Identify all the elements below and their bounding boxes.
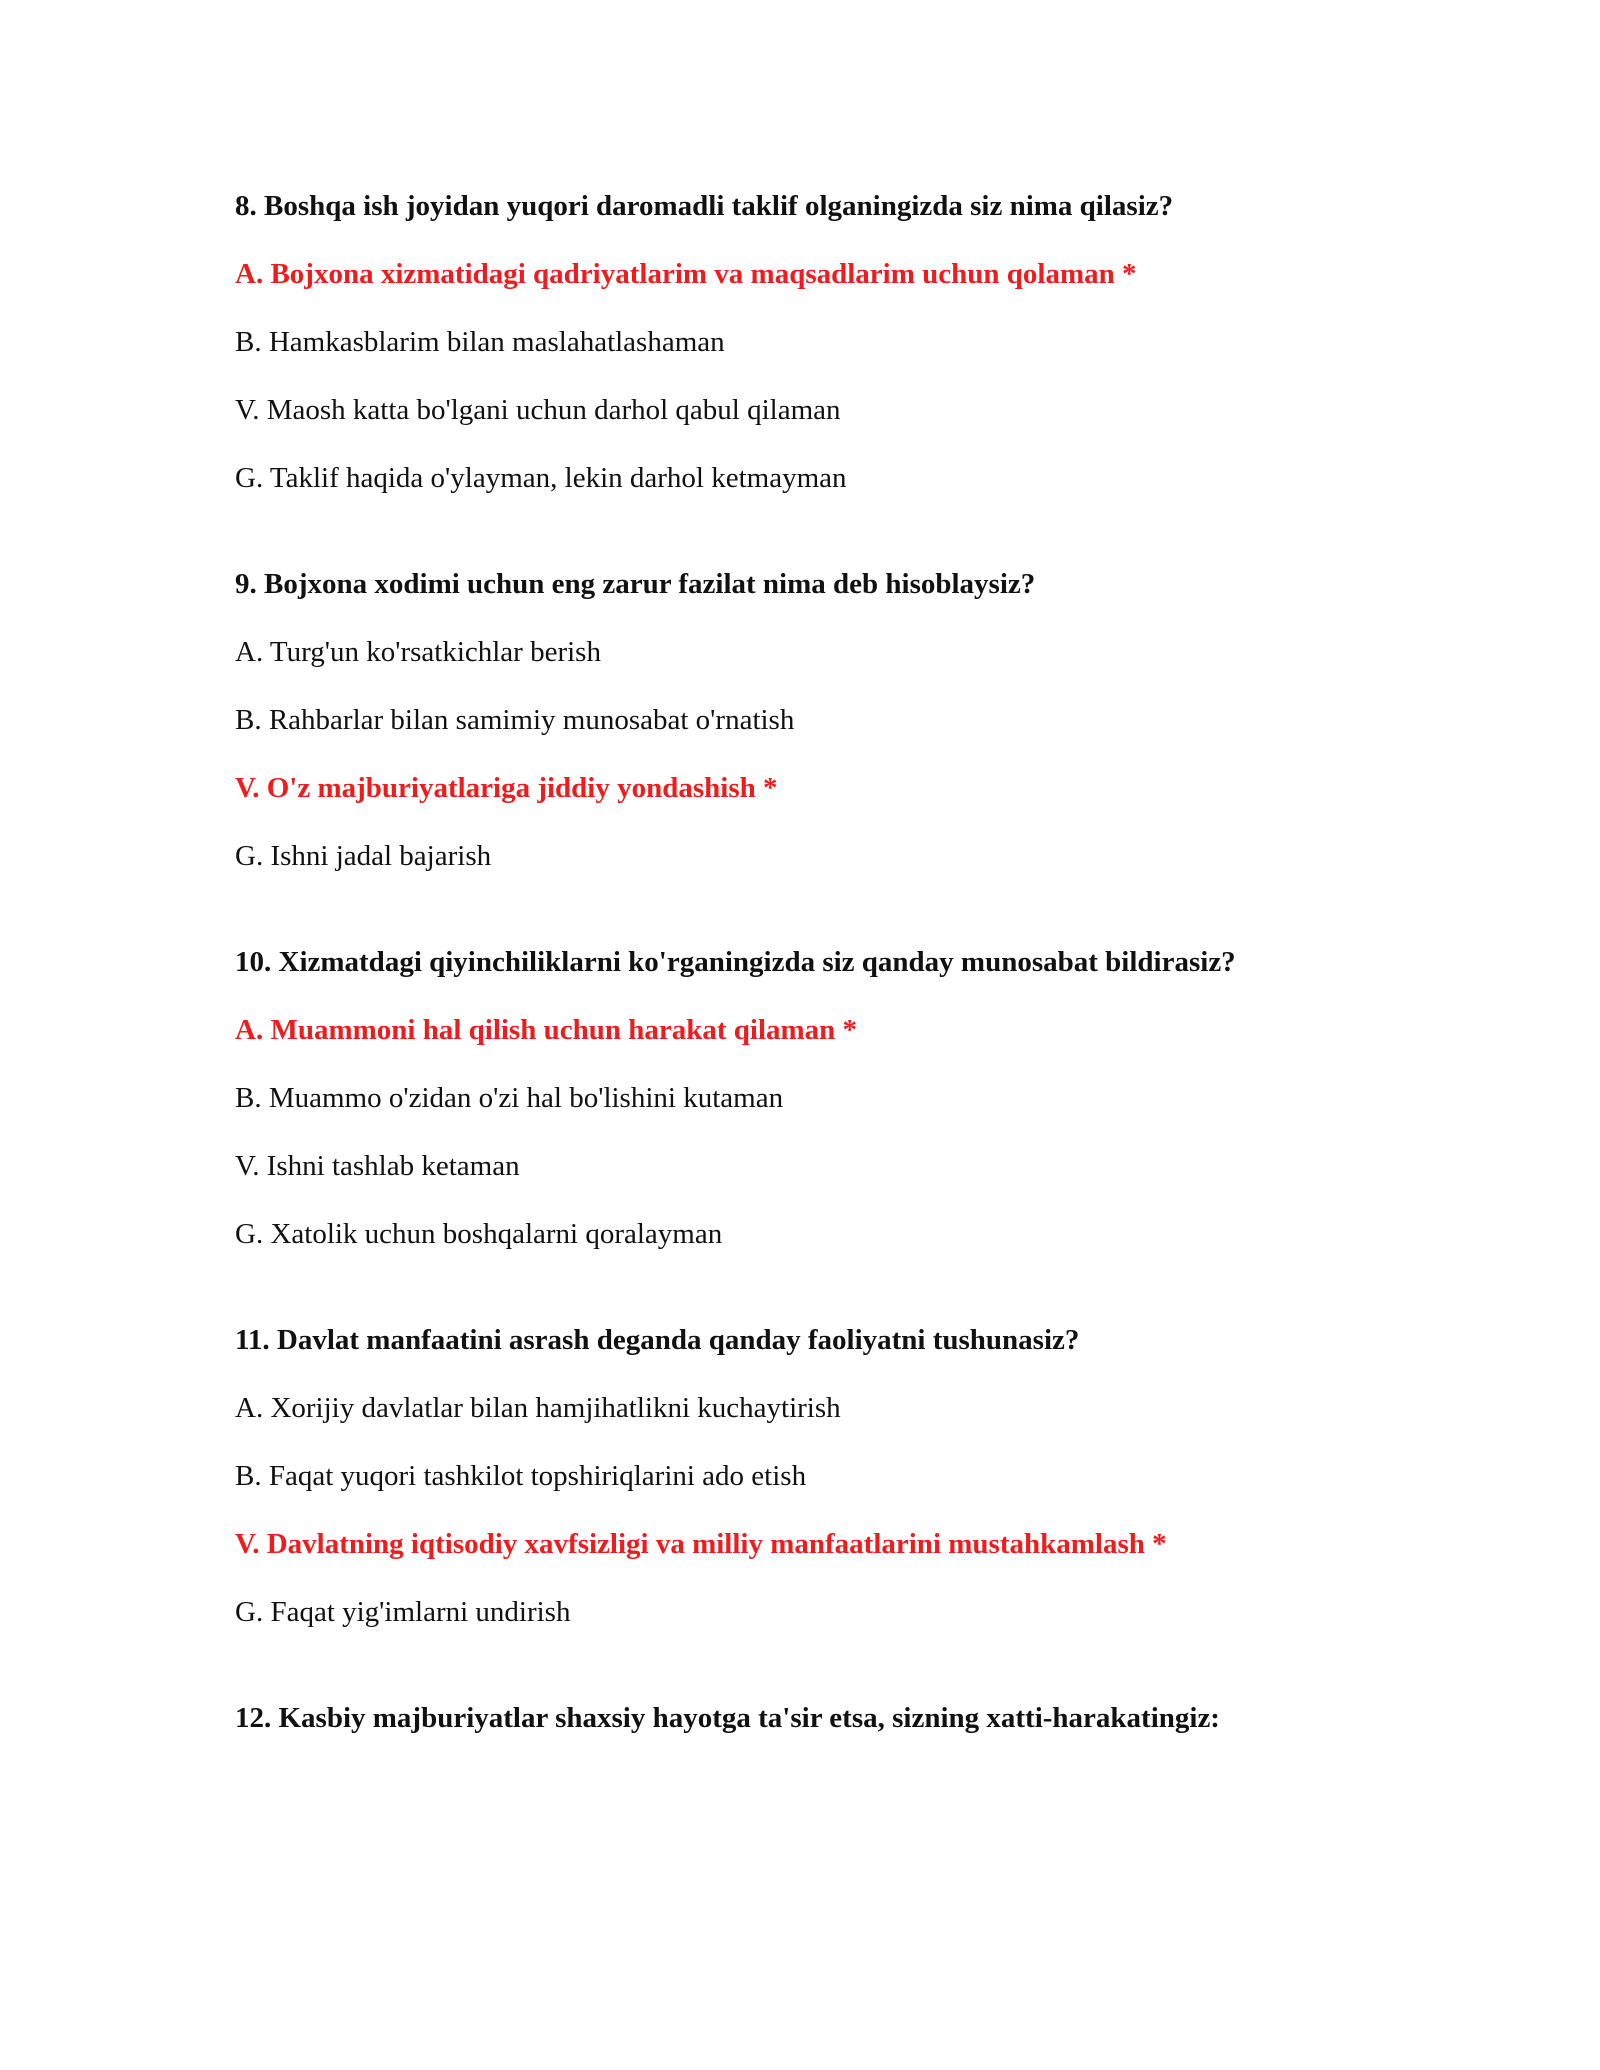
question-block-8 — [235, 186, 1415, 498]
answer-option-a: A. Muammoni hal qilish uchun harakat qilaman * — [235, 1014, 858, 1046]
question-block-11 — [235, 1320, 1415, 1632]
answer-option-b: B. Hamkasblarim bilan maslahatlashaman — [235, 326, 725, 358]
answer-option-a: A. Bojxona xizmatidagi qadriyatlarim va maqsadlarim uchun qolaman * — [235, 258, 1137, 290]
answer-option-g: G. Taklif haqida o'ylayman, lekin darhol ketmayman — [235, 462, 847, 494]
answer-option-a: A. Turg'un ko'rsatkichlar berish — [235, 636, 601, 668]
question-text: 10. Xizmatdagi qiyinchiliklarni ko'rganingizda siz qanday munosabat bildirasiz? — [235, 946, 1236, 978]
answer-option-v: V. O'z majburiyatlariga jiddiy yondashish * — [235, 772, 778, 804]
answer-option-v: V. Davlatning iqtisodiy xavfsizligi va milliy manfaatlarini mustahkamlash * — [235, 1528, 1167, 1560]
answer-option-v: V. Maosh katta bo'lgani uchun darhol qabul qilaman — [235, 394, 841, 426]
answer-option-b: B. Rahbarlar bilan samimiy munosabat o'rnatish — [235, 704, 795, 736]
question-text: 11. Davlat manfaatini asrash deganda qanday faoliyatni tushunasiz? — [235, 1324, 1080, 1356]
question-text: 8. Boshqa ish joyidan yuqori daromadli taklif olganingizda siz nima qilasiz? — [235, 190, 1174, 222]
question-block-12 — [235, 1698, 1415, 1738]
question-text: 9. Bojxona xodimi uchun eng zarur fazilat nima deb hisoblaysiz? — [235, 568, 1036, 600]
question-block-9 — [235, 564, 1415, 876]
answer-option-a: A. Xorijiy davlatlar bilan hamjihatlikni kuchaytirish — [235, 1392, 841, 1424]
question-block-10 — [235, 942, 1415, 1254]
answer-option-v: V. Ishni tashlab ketaman — [235, 1150, 520, 1182]
answer-option-g: G. Xatolik uchun boshqalarni qoralayman — [235, 1218, 723, 1250]
answer-option-b: B. Muammo o'zidan o'zi hal bo'lishini kutaman — [235, 1082, 784, 1114]
answer-option-g: G. Faqat yig'imlarni undirish — [235, 1596, 571, 1628]
quiz-content — [235, 186, 1415, 1804]
answer-option-g: G. Ishni jadal bajarish — [235, 840, 492, 872]
answer-option-b: B. Faqat yuqori tashkilot topshiriqlarini ado etish — [235, 1460, 807, 1492]
question-text: 12. Kasbiy majburiyatlar shaxsiy hayotga ta'sir etsa, sizning xatti-harakatingiz: — [235, 1702, 1220, 1734]
